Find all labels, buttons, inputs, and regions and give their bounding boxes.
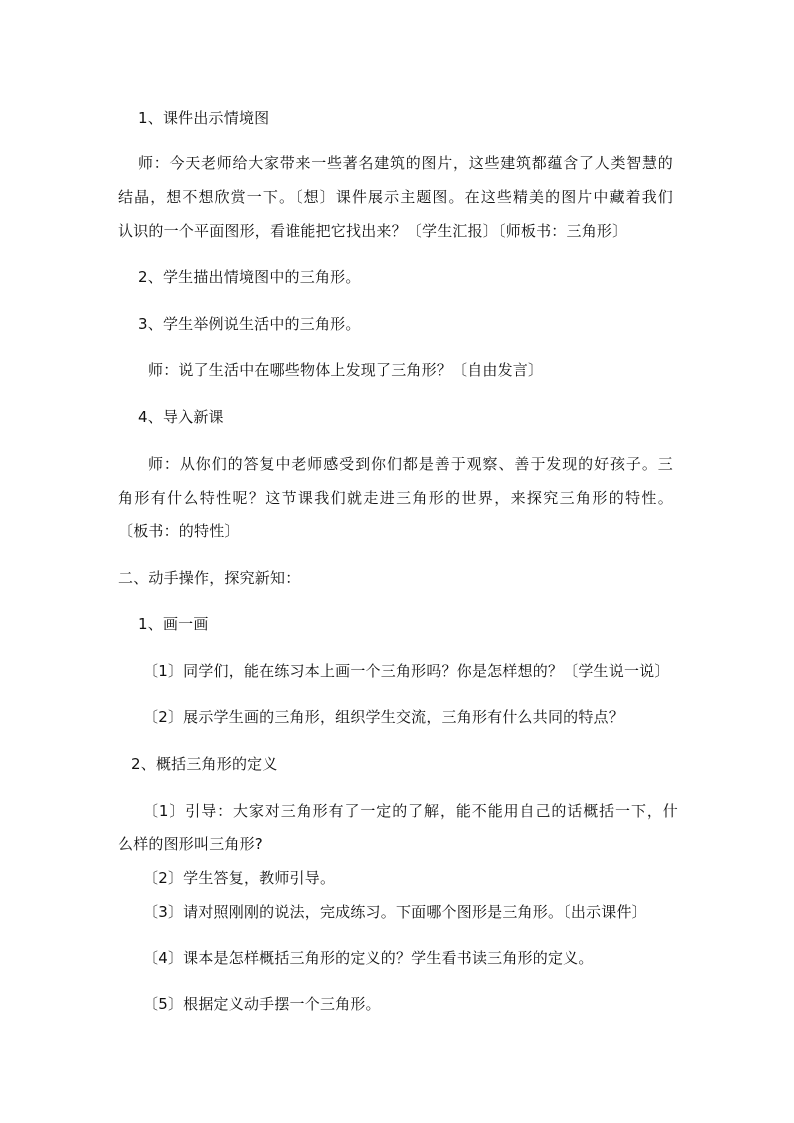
step-4-heading: 4、导入新课 — [138, 408, 224, 426]
definition-item-1-line-1: 〔1〕引导：大家对三角形有了一定的了解，能不能用自己的话概括一下，什 — [143, 802, 678, 820]
step-2-text: 2、学生描出情境图中的三角形。 — [138, 268, 361, 286]
section-2-heading: 二、动手操作，探究新知： — [118, 569, 301, 587]
draw-heading: 1、画一画 — [138, 615, 209, 633]
teacher-question-text: 师：说了生活中在哪些物体上发现了三角形？〔自由发言〕 — [148, 361, 544, 379]
definition-item-1-line-2: 么样的图形叫三角形? — [118, 835, 263, 853]
definition-heading: 2、概括三角形的定义 — [131, 755, 278, 773]
teacher-intro-line-3: 认识的一个平面图形，看谁能把它找出来？〔学生汇报〕〔师板书：三角形〕 — [118, 222, 628, 240]
definition-item-3: 〔3〕请对照刚刚的说法，完成练习。下面哪个图形是三角形。〔出示课件〕 — [143, 903, 647, 921]
teacher-intro-line-1: 师：今天老师给大家带来一些著名建筑的图片，这些建筑都蕴含了人类智慧的 — [138, 154, 673, 172]
definition-item-4: 〔4〕课本是怎样概括三角形的定义的？学生看书读三角形的定义。 — [143, 949, 594, 967]
step-3-text: 3、学生举例说生活中的三角形。 — [138, 315, 361, 333]
definition-item-5: 〔5〕根据定义动手摆一个三角形。 — [143, 995, 381, 1013]
teacher-intro-line-2: 结晶，想不想欣赏一下。〔想〕课件展示主题图。在这些精美的图片中藏着我们 — [118, 188, 673, 206]
teacher-summary-line-2: 角形有什么特性呢？这节课我们就走进三角形的世界，来探究三角形的特性。 — [118, 489, 673, 507]
step-1-heading: 1、课件出示情境图 — [138, 109, 270, 127]
draw-item-2: 〔2〕展示学生画的三角形，组织学生交流，三角形有什么共同的特点？ — [143, 708, 624, 726]
definition-item-2: 〔2〕学生答复，教师引导。 — [143, 869, 336, 887]
teacher-summary-line-1: 师：从你们的答复中老师感受到你们都是善于观察、善于发现的好孩子。三 — [148, 455, 673, 473]
teacher-summary-line-3: 〔板书：的特性〕 — [118, 522, 240, 540]
draw-item-1: 〔1〕同学们，能在练习本上画一个三角形吗？你是怎样想的？〔学生说一说〕 — [143, 662, 670, 680]
